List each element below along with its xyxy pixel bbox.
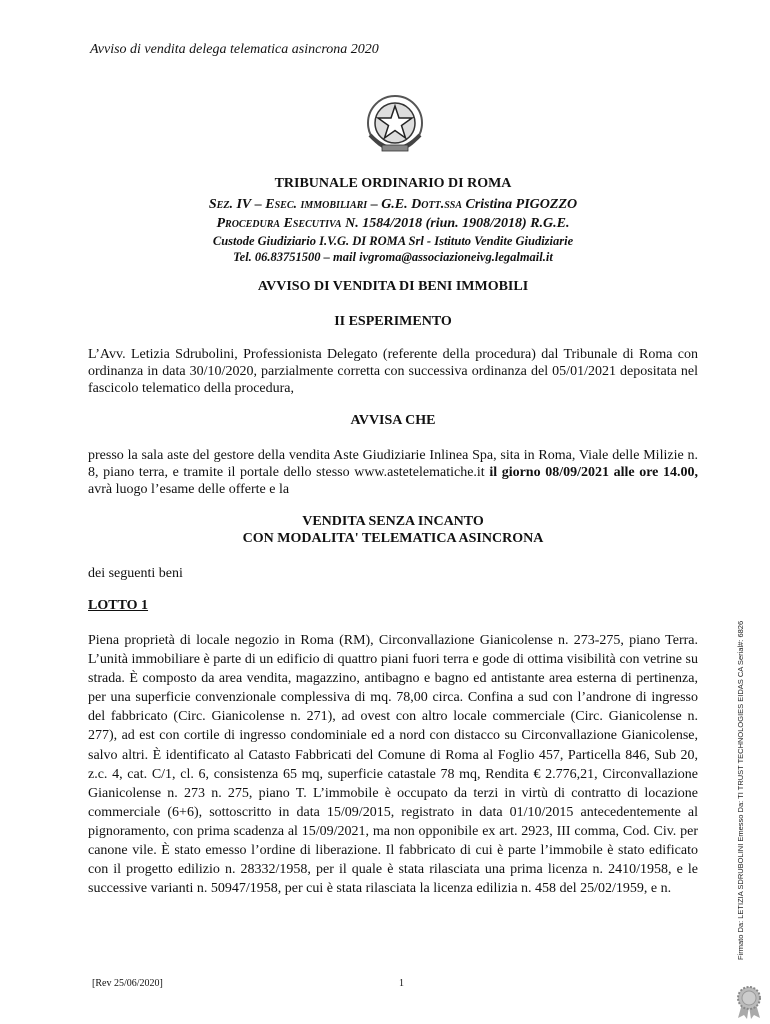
notice-title: AVVISO DI VENDITA DI BENI IMMOBILI [257,279,529,294]
sale-title-line-1: VENDITA SENZA INCANTO [302,514,484,529]
experiment-title: II ESPERIMENTO [334,314,452,329]
avvisa-heading: AVVISA CHE [350,413,436,428]
signature-seal-icon [733,984,765,1020]
page-number: 1 [399,978,404,989]
lot-description: Piena proprietà di locale negozio in Roma (RM), Circonvallazione Gianicolense n. 273-275, piano Terra. L’unità immobiliare è parte di un edificio di quattro piani fuori terra e gode di ottima visibilità con vetrine su strada. È composto da area vendita, magazzino, antibagno e bagno ed antistante area esterna di pertinenza, per una superficie convenzionale complessiva di mq. 78,00 circa. Confina a sud con l’androne di ingresso del fabbricato (Circ. Gianicolense n. 271), ad ovest con altro locale commerciale (Circ. Gianicolense n. 277), ad est con cortile di ingresso condominiale ed a nord con distacco su Circonvallazione Gianicolense, salvo altri. È identificato al Catasto Fabbricati del Comune di Roma al Foglio 457, Particella 846, Sub 20, z.c. 4, cat. C/1, cl. 6, consistenza 65 mq, superficie catastale 78 mq, Rendita € 2.776,21, Circonvallazione Gianicolense n. 273 n. 275, piano T. L’immobile è occupato da terzi in virtù di contratto di locazione commerciale (6+6), sottoscritto in data 15/09/2015, registrato in data 01/10/2015 antecedentemente al pignoramento, con prima scadenza al 15/09/2021, ma non opponibile ex art. 2923, III comma, Cod. Civ. per canone vile. È stato emesso l’ordine di liberazione. Il fabbricato di cui è parte l’immobile è stato edificato con il progetto edilizio n. 28332/1958, per il quale è stata rilasciata una prima licenza n. 2410/1958, e le successive varianti n. 50947/1958, per cui è stata rilasciata la licenza edilizia n. 458 del 25/02/1959, e n. [88,633,698,897]
contact-line: Tel. 06.83751500 – mail ivgroma@associazioneivg.legalmail.it [233,250,553,264]
custodian-line: Custode Giudiziario I.V.G. DI ROMA Srl - Istituto Vendite Giudiziarie [212,234,574,248]
lot-heading: LOTTO 1 [88,598,149,613]
following-assets-label: dei seguenti beni [88,566,183,581]
court-section-line: Sez. IV – Esec. immobiliari – G.E. Dott.ssa Cristina PIGOZZO [208,197,578,212]
court-name: TRIBUNALE ORDINARIO DI ROMA [274,176,512,191]
document-header-note: Avviso di vendita delega telematica asincrona 2020 [90,42,379,57]
footer-revision: [Rev 25/06/2020] [92,978,163,989]
procedure-line: Procedura Esecutiva N. 1584/2018 (riun. 1908/2018) R.G.E. [216,216,570,231]
notice-paragraph: presso la sala aste del gestore della vendita Aste Giudiziarie Inlinea Spa, sita in Roma, Viale delle Milizie n. 8, piano terra, e tramite il portale dello stesso www.astetelematiche.it il giorno 08/09/2021 alle ore 14.00, avrà luogo l’esame delle offerte e la [88,448,698,498]
italian-republic-emblem-icon [360,90,430,160]
intro-paragraph: L’Avv. Letizia Sdrubolini, Professionista Delegato (referente della procedura) dal Tribunale di Roma con ordinanza in data 30/10/2020, parzialmente corretta con successiva ordinanza del 05/01/2021 depositata nel fascicolo telematico della procedura, [88,347,698,397]
sale-title-line-2: CON MODALITA' TELEMATICA ASINCRONA [242,531,544,546]
digital-signature-strip: Firmato Da: LETIZIA SDRUBOLINI Emesso Da: TI TRUST TECHNOLOGIES EIDAS CA Serial#: 6826 [736,620,745,960]
